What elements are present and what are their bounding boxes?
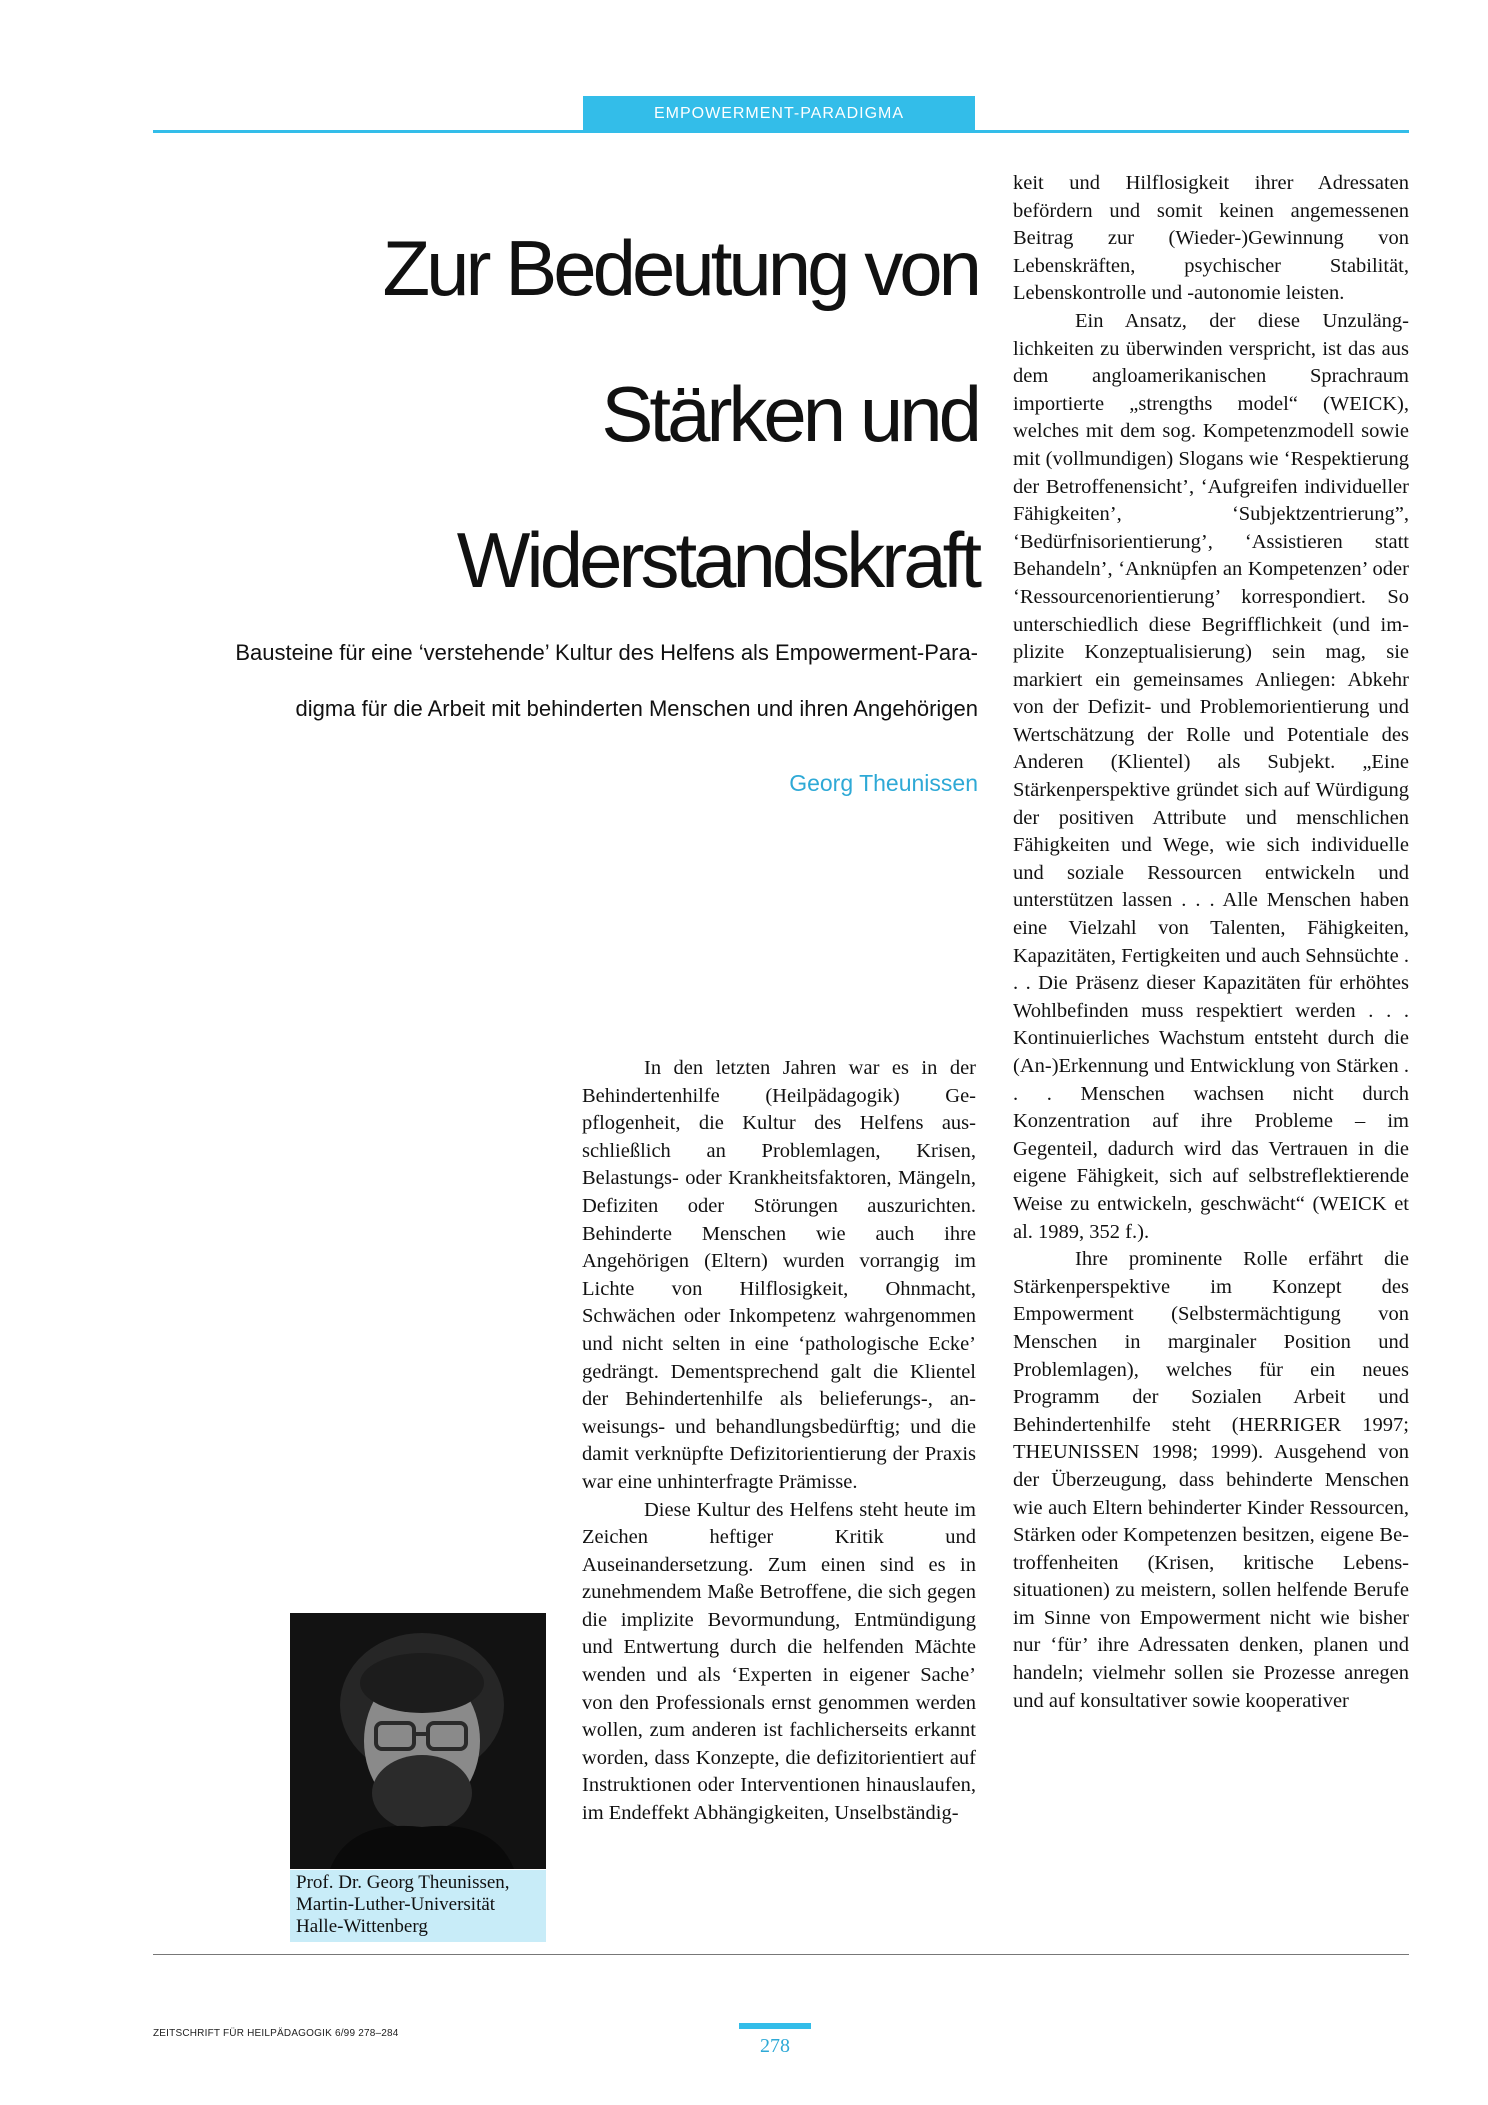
subtitle-line-2: digma für die Arbeit mit behinderten Menschen und ihren Angehörigen <box>295 696 978 721</box>
paragraph: Ihre prominente Rolle erfährt die Stärkenperspektive im Konzept des Empowerment (Selbstermächtigung von Menschen in marginaler Position und Problemlagen), welches für ein neues Programm der Sozialen Arbeit und Behindertenhilfe steht (HERRIGER 1997; THEUNISSEN 1998; 1999). Ausgehend von der Überzeugung, dass behinderte Menschen wie auch Eltern behinderter Kinder Ressourcen, Stärken oder Kompetenzen besitzen, eigene Betroffenheiten (Krisen, kritische Lebenssituationen) zu meistern, sollen helfende Berufe im Sinne von Empowerment nicht wie bisher nur ‘für’ ihre Adressaten denken, planen und handeln; vielmehr sollen sie Prozesse anregen und auf konsultativer sowie kooperativer <box>1013 1248 1409 1712</box>
author-name: Georg Theunissen <box>789 770 978 796</box>
article-subtitle <box>150 625 978 737</box>
page-number-marker <box>739 2023 811 2029</box>
header-rule <box>153 130 1409 133</box>
page-number: 278 <box>760 2035 790 2057</box>
journal-reference: ZEITSCHRIFT FÜR HEILPÄDAGOGIK 6/99 278–284 <box>153 2028 399 2039</box>
photo-caption: Prof. Dr. Georg Theunissen, Martin-Luther-Universität Halle-Wittenberg <box>290 1870 546 1942</box>
article-title <box>300 195 978 633</box>
paragraph: keit und Hilflosigkeit ihrer Adressaten befördern und somit keinen angemessenen Beitrag zur (Wieder-)Gewinnung von Lebenskräften, psychischer Stabilität, Lebenskontrolle und -autonomie leisten. <box>1013 172 1409 305</box>
title-line-3: Widerstandskraft <box>456 516 978 604</box>
title-line-1: Zur Bedeutung von <box>382 224 978 312</box>
section-label: EMPOWERMENT-PARADIGMA <box>583 96 975 132</box>
body-column-middle <box>582 1055 976 1828</box>
paragraph: In den letzten Jahren war es in der Behindertenhilfe (Heilpädagogik) Gepflogenheit, die Kultur des Helfens ausschließlich an Problemlagen, Krisen, Belastungs- oder Krankheitsfaktoren, Mängeln, Defiziten oder Störungen auszurichten. Behinderte Menschen wie auch ihre Angehörigen (Eltern) wurden vorrangig im Lichte von Hilflosigkeit, Ohnmacht, Schwächen oder Inkompetenz wahrgenommen und nicht selten in eine ‘pathologische Ecke’ gedrängt. Dementsprechend galt die Klientel der Behindertenhilfe als belieferungs-, anweisungs- und behandlungsbedürftig; und die damit verknüpfte Defizitorientierung der Praxis war eine unhinterfragte Prämisse. <box>582 1057 976 1493</box>
author-photo <box>290 1613 546 1869</box>
paragraph: Diese Kultur des Helfens steht heute im Zeichen heftiger Kritik und Auseinandersetzung. Zum einen sind es in zunehmendem Maße Betroffene, die sich gegen die implizite Bevormundung, Entmündigung und Entwertung durch die helfenden Mächte wenden und als ‘Experten in eigener Sache’ von den Professionals ernst genommen werden wollen, zum anderen ist fachlicherseits erkannt worden, dass Konzepte, die defizitorientiert auf Instruktionen oder Interventionen hinauslaufen, im Endeffekt Abhängigkeiten, Unselbständig- <box>582 1498 976 1825</box>
paragraph: Ein Ansatz, der diese Unzulänglichkeiten zu überwinden verspricht, ist das aus dem angloamerikanischen Sprachraum importierte „strengths model“ (WEICK), welches mit dem sog. Kompetenzmodell sowie mit (vollmundigen) Slogans wie ‘Respektierung der Betroffenensicht’, ‘Aufgreifen individueller Fähigkeiten’, ‘Subjektzentrierung”, ‘Bedürfnisorientierung’, ‘Assistieren statt Behandeln’, ‘Anknüpfen an Kompetenzen’ oder ‘Ressourcenorientierung’ korrespondiert. So unterschiedlich diese Begrifflichkeit (und implizite Konzeptualisierung) sein mag, sie markiert ein gemeinsames Anliegen: Abkehr von der Defizit- und Problemorientierung und Wertschätzung der Rolle und Potentiale des Anderen (Klientel) als Subjekt. „Eine Stärkenperspektive gründet sich auf Würdigung der positiven Attribute und menschlichen Fähigkeiten und Wege, wie sich individuelle und soziale Ressourcen entwickeln und unterstützen lassen . . . Alle Menschen haben eine Vielzahl von Talenten, Fähigkeiten, Kapazitäten, Fertigkeiten und auch Sehnsüchte . . . Die Präsenz dieser Kapazitäten für erhöhtes Wohlbefinden muss respektiert werden . . . Kontinuierliches Wachstum entsteht durch die (An-)Erkennung und Entwicklung von Stärken . . . Menschen wachsen nicht durch Konzentration auf ihre Probleme – im Gegenteil, dadurch wird das Vertrauen in die eigene Fähigkeit, sich auf selbstreflektierende Weise zu entwickeln, geschwächt“ (WEICK et al. 1989, 352 f.). <box>1013 309 1409 1243</box>
author-portrait-icon <box>290 1613 546 1869</box>
title-line-2: Stärken und <box>601 370 978 458</box>
body-column-right <box>1013 170 1409 1715</box>
footer-rule <box>153 1954 1409 1955</box>
subtitle-line-1: Bausteine für eine ‘verstehende’ Kultur des Helfens als Empowerment-Para- <box>235 640 978 665</box>
